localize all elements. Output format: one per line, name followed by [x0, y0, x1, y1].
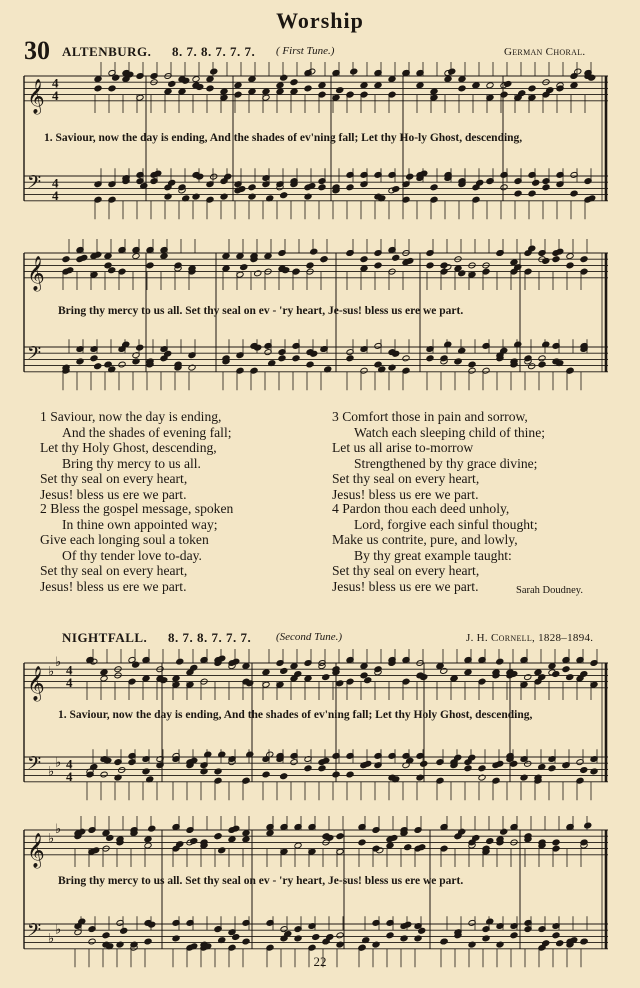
second-tune-lyric-line-2: Bring thy mercy to us all. Set thy seal on ev - 'ry heart, Je-sus! bless us ere we part.	[58, 875, 464, 887]
note-head	[214, 833, 222, 840]
verse-3	[332, 409, 545, 502]
note-head	[518, 90, 526, 97]
note-head	[486, 838, 494, 845]
note-head	[426, 262, 434, 269]
note-head	[192, 76, 200, 83]
time-signature: 4	[66, 756, 73, 772]
note-head	[542, 258, 550, 265]
note-head	[566, 674, 574, 681]
verse-line: Lord, forgive each sinful thought;	[354, 516, 538, 532]
note-head	[496, 760, 504, 767]
note-head	[90, 355, 98, 362]
note-head	[336, 833, 344, 840]
note-head	[278, 355, 286, 362]
note-head	[574, 68, 582, 75]
second-tune-system-2	[0, 820, 640, 970]
note-head	[218, 847, 226, 854]
note-head	[108, 85, 116, 92]
second-tune-lyric-line-1: 1. Saviour, now the day is ending, And the shades of ev'ning fall; Let thy Holy Ghost, descending,	[58, 709, 533, 721]
note-head	[360, 256, 368, 263]
note-head	[532, 179, 540, 186]
note-head	[562, 666, 570, 673]
note-head	[242, 830, 250, 837]
note-head	[430, 88, 438, 95]
time-signature: 4	[66, 674, 73, 690]
time-signature: 4	[52, 187, 59, 203]
note-head	[120, 927, 128, 934]
note-head	[276, 82, 284, 89]
note-head	[458, 85, 466, 92]
note-head	[496, 658, 504, 665]
note-head	[80, 254, 88, 261]
note-head	[464, 765, 472, 772]
note-head	[346, 355, 354, 362]
note-head	[94, 363, 102, 370]
note-head	[294, 671, 302, 678]
note-head	[242, 663, 250, 670]
verse-line: Jesus! bless us ere we part.	[332, 486, 479, 502]
note-head	[118, 767, 126, 774]
note-head	[318, 765, 326, 772]
note-head	[318, 82, 326, 89]
bass-clef-icon: 𝄢	[27, 920, 42, 946]
note-head	[402, 355, 410, 362]
note-head	[444, 76, 452, 83]
note-head	[524, 674, 532, 681]
note-head	[528, 190, 536, 197]
note-head	[386, 842, 394, 849]
note-head	[388, 76, 396, 83]
note-head	[430, 184, 438, 191]
note-head	[280, 74, 288, 81]
time-signature: 4	[52, 87, 59, 103]
note-head	[88, 938, 96, 945]
first-tune-meter: 8. 7. 8. 7. 7. 7.	[172, 44, 256, 59]
note-head	[232, 658, 240, 665]
bass-clef-icon: 𝄢	[27, 343, 42, 369]
note-head	[478, 765, 486, 772]
verse-1	[40, 409, 232, 502]
note-head	[472, 835, 480, 842]
note-head	[160, 253, 168, 260]
note-head	[132, 253, 140, 260]
note-head	[118, 361, 126, 368]
note-head	[392, 254, 400, 261]
note-head	[404, 921, 412, 928]
note-head	[276, 88, 284, 95]
note-head	[468, 754, 476, 761]
note-head	[542, 940, 550, 947]
verse-line: 2 Bless the gospel message, spoken	[40, 501, 234, 516]
first-tune-name: ALTENBURG.	[62, 44, 152, 59]
flat-icon: ♭	[48, 830, 55, 846]
note-head	[224, 173, 232, 180]
first-tune-system-2	[0, 243, 640, 403]
note-head	[220, 88, 228, 95]
second-tune-composer: J. H. Cornell, 1828–1894.	[466, 632, 594, 644]
note-head	[304, 85, 312, 92]
note-head	[94, 251, 102, 258]
note-head	[310, 248, 318, 255]
note-head	[318, 184, 326, 191]
treble-clef-icon: 𝄞	[27, 78, 45, 114]
note-head	[346, 771, 354, 778]
note-head	[548, 765, 556, 772]
note-head	[280, 192, 288, 199]
first-tune-system-1	[0, 66, 640, 226]
note-head	[240, 264, 248, 271]
note-head	[304, 765, 312, 772]
note-head	[416, 82, 424, 89]
note-head	[144, 836, 152, 843]
note-head	[556, 940, 564, 947]
note-head	[262, 88, 270, 95]
note-head	[104, 253, 112, 260]
note-head	[254, 270, 262, 277]
first-tune-composer: German Choral.	[504, 46, 586, 58]
note-head	[146, 262, 154, 269]
time-signature: 4	[66, 662, 73, 678]
note-head	[100, 771, 108, 778]
verse-line: Let thy Holy Ghost, descending,	[40, 440, 217, 455]
note-head	[336, 932, 344, 939]
note-head	[468, 361, 476, 368]
note-head	[66, 267, 74, 274]
note-head	[486, 82, 494, 89]
note-head	[336, 87, 344, 94]
note-head	[294, 842, 302, 849]
note-head	[232, 825, 240, 832]
flat-icon: ♭	[55, 921, 62, 937]
verse-line: Of thy tender love to-day.	[62, 547, 202, 563]
note-head	[190, 664, 198, 671]
section-title: Worship	[276, 8, 364, 33]
first-tune-lyric-line-1: 1. Saviour, now the day is ending, And the shades of ev'ning fall; Let thy Ho-ly Ghost, descending,	[44, 132, 523, 144]
note-head	[94, 76, 102, 83]
note-head	[390, 835, 398, 842]
note-head	[248, 88, 256, 95]
flat-icon: ♭	[55, 654, 62, 670]
note-head	[236, 253, 244, 260]
note-head	[570, 190, 578, 197]
verse-line: Jesus! bless us ere we part.	[40, 578, 187, 594]
treble-clef-icon: 𝄞	[27, 832, 45, 868]
note-head	[566, 262, 574, 269]
second-tune-note: (Second Tune.)	[276, 631, 342, 643]
note-head	[500, 184, 508, 191]
note-head	[454, 754, 462, 761]
note-head	[364, 760, 372, 767]
note-head	[102, 932, 110, 939]
note-head	[418, 844, 426, 851]
note-head	[280, 773, 288, 780]
note-head	[528, 245, 536, 252]
note-head	[190, 838, 198, 845]
note-head	[312, 934, 320, 941]
note-head	[392, 186, 400, 193]
note-head	[336, 680, 344, 687]
verse-line: Set thy seal on every heart,	[332, 471, 480, 486]
verse-line: By thy great example taught:	[354, 547, 512, 563]
verse-line: And the shades of evening fall;	[62, 424, 232, 440]
note-head	[476, 179, 484, 186]
treble-clef-icon: 𝄞	[27, 255, 45, 291]
note-head	[262, 669, 270, 676]
note-head	[148, 825, 156, 832]
note-head	[552, 256, 560, 263]
note-head	[360, 265, 368, 272]
verse-line: 3 Comfort those in pain and sorrow,	[332, 409, 528, 424]
verse-line: Set thy seal on every heart,	[40, 471, 188, 486]
hymn-number: 30	[24, 36, 50, 65]
note-head	[248, 184, 256, 191]
note-head	[404, 844, 412, 851]
note-head	[360, 82, 368, 89]
note-head	[100, 669, 108, 676]
note-head	[100, 675, 108, 682]
note-head	[322, 674, 330, 681]
time-signature: 4	[52, 75, 59, 91]
note-head	[264, 253, 272, 260]
note-head	[290, 88, 298, 95]
verse-line: In thine own appointed way;	[62, 516, 218, 532]
flat-icon: ♭	[48, 663, 55, 679]
note-head	[290, 663, 298, 670]
note-head	[580, 938, 588, 945]
flat-icon: ♭	[55, 754, 62, 770]
note-head	[426, 355, 434, 362]
lyricist-credit: Sarah Doudney.	[516, 585, 583, 596]
note-head	[94, 85, 102, 92]
second-tune-meter: 8. 7. 8. 7. 7. 7.	[168, 630, 252, 645]
note-head	[320, 256, 328, 263]
note-head	[306, 361, 314, 368]
note-head	[326, 934, 334, 941]
verse-line: 4 Pardon thou each deed unholy,	[332, 501, 510, 516]
note-head	[210, 173, 218, 180]
note-head	[292, 355, 300, 362]
time-signature: 4	[52, 175, 59, 191]
first-tune-lyric-line-2: Bring thy mercy to us all. Set thy seal on ev - 'ry heart, Je-sus! bless us ere we part.	[58, 305, 464, 317]
note-head	[242, 938, 250, 945]
page-number: 22	[313, 954, 327, 969]
note-head	[218, 655, 226, 662]
note-head	[552, 671, 560, 678]
note-head	[168, 81, 176, 88]
note-head	[222, 265, 230, 272]
note-head	[62, 256, 70, 263]
verse-line: Set thy seal on every heart,	[332, 563, 480, 578]
note-head	[538, 361, 546, 368]
note-head	[458, 76, 466, 83]
note-head	[262, 771, 270, 778]
note-head	[78, 828, 86, 835]
note-head	[304, 675, 312, 682]
note-head	[528, 85, 536, 92]
note-head	[92, 847, 100, 854]
verse-line: Strengthened by thy grace divine;	[354, 455, 538, 471]
note-head	[450, 675, 458, 682]
note-head	[222, 253, 230, 260]
note-head	[458, 828, 466, 835]
second-tune-system-1	[0, 653, 640, 813]
note-head	[176, 841, 184, 848]
verse-4	[332, 501, 538, 594]
note-head	[176, 658, 184, 665]
note-head	[580, 256, 588, 263]
note-head	[538, 355, 546, 362]
note-head	[570, 82, 578, 89]
note-head	[142, 675, 150, 682]
note-head	[514, 190, 522, 197]
note-head	[178, 88, 186, 95]
time-signature: 4	[66, 768, 73, 784]
note-head	[168, 179, 176, 186]
note-head	[172, 675, 180, 682]
note-head	[406, 258, 414, 265]
first-tune-note: ( First Tune.)	[276, 45, 335, 57]
bass-clef-icon: 𝄢	[27, 753, 42, 779]
note-head	[556, 248, 564, 255]
verse-line: Bring thy mercy to us all.	[62, 455, 201, 471]
verse-line: Let us all arise to-morrow	[332, 440, 474, 455]
note-head	[210, 68, 218, 75]
note-head	[584, 822, 592, 829]
note-head	[144, 938, 152, 945]
note-head	[580, 671, 588, 678]
note-head	[552, 932, 560, 939]
note-head	[164, 88, 172, 95]
verse-2	[40, 501, 233, 594]
note-head	[472, 82, 480, 89]
verse-line: Give each longing soul a token	[40, 532, 209, 547]
note-head	[552, 839, 560, 846]
note-head	[234, 82, 242, 89]
flat-icon: ♭	[48, 763, 55, 779]
note-head	[206, 85, 214, 92]
note-head	[358, 839, 366, 846]
note-head	[228, 836, 236, 843]
note-head	[406, 173, 414, 180]
note-head	[546, 87, 554, 94]
note-head	[280, 668, 288, 675]
note-head	[350, 68, 358, 75]
note-head	[374, 82, 382, 89]
note-head	[386, 932, 394, 939]
verse-line: Make us contrite, pure, and lowly,	[332, 532, 518, 547]
note-head	[448, 68, 456, 75]
verse-line: Jesus! bless us ere we part.	[332, 578, 479, 594]
second-tune-name: NIGHTFALL.	[62, 630, 148, 645]
note-head	[290, 79, 298, 86]
flat-icon: ♭	[55, 821, 62, 837]
note-head	[504, 81, 512, 88]
note-head	[500, 828, 508, 835]
note-head	[548, 663, 556, 670]
note-head	[306, 262, 314, 269]
treble-clef-icon: 𝄞	[27, 665, 45, 701]
note-head	[360, 663, 368, 670]
note-head	[580, 767, 588, 774]
note-head	[242, 836, 250, 843]
flat-icon: ♭	[48, 930, 55, 946]
note-head	[144, 842, 152, 849]
note-head	[346, 184, 354, 191]
note-head	[266, 830, 274, 837]
note-head	[248, 76, 256, 83]
verse-line: 1 Saviour, now the day is ending,	[40, 409, 222, 424]
note-head	[136, 344, 144, 351]
note-head	[566, 253, 574, 260]
note-head	[374, 262, 382, 269]
verse-line: Jesus! bless us ere we part.	[40, 486, 187, 502]
note-head	[206, 76, 214, 83]
verse-line: Watch each sleeping child of thine;	[354, 424, 546, 440]
note-head	[464, 669, 472, 676]
bass-clef-icon: 𝄢	[27, 172, 42, 198]
note-head	[510, 932, 518, 939]
note-head	[542, 184, 550, 191]
verse-line: Set thy seal on every heart,	[40, 563, 188, 578]
